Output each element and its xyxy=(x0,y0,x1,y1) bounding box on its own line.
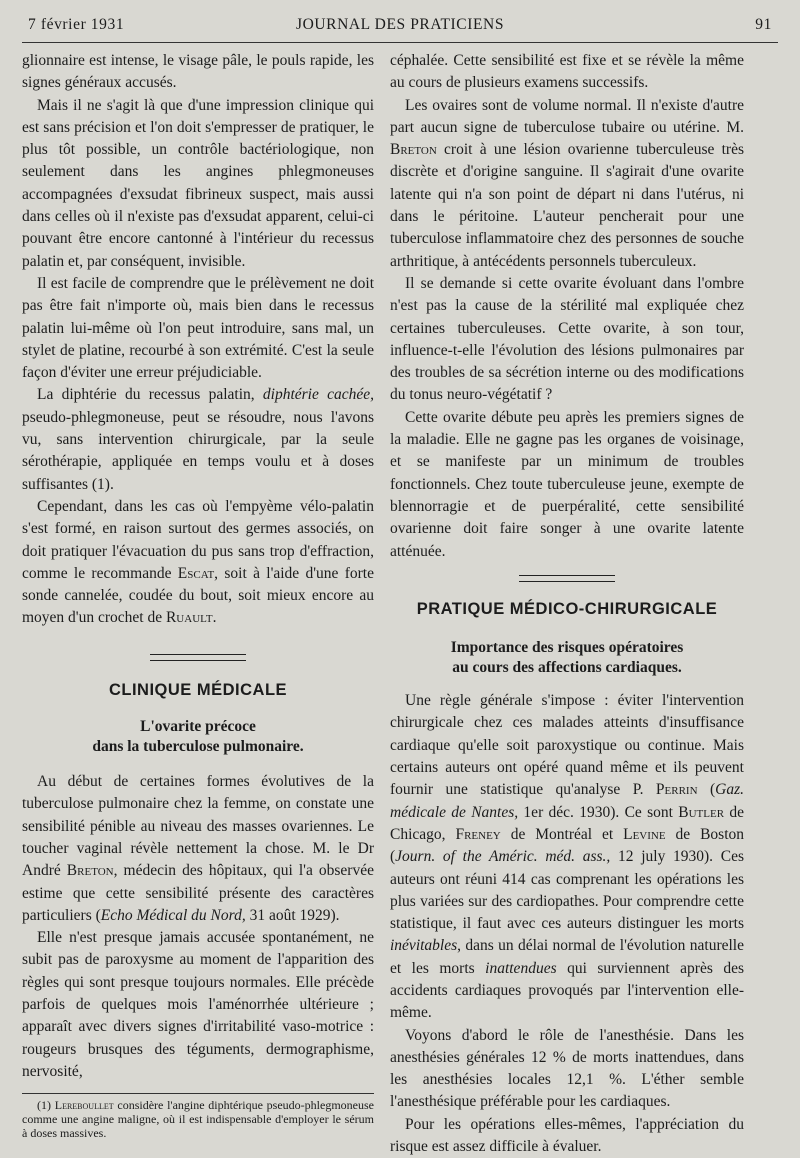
section-separator xyxy=(519,575,615,582)
emphasis: inattendues xyxy=(485,959,557,977)
text-run: Cependant, dans les cas où l'empyème vélo-palatin s'est formé, en raison surtout des germes associés, on doit pratiquer l'évacuation du pus sans trop d'effraction, comme le recommande xyxy=(22,497,374,582)
article-title-line: L'ovarite précoce xyxy=(140,718,256,736)
article-title-line: Importance des risques opératoires xyxy=(450,639,684,657)
emphasis: diphtérie cachée, xyxy=(262,386,374,404)
article-title-line: au cours des affections cardiaques. xyxy=(452,659,682,677)
footnote xyxy=(22,1098,374,1140)
paragraph: Pour les opérations elles-mêmes, l'appréciation du risque est assez difficile à évaluer. xyxy=(390,1115,744,1156)
article-title xyxy=(22,717,374,757)
author-name: Ruault xyxy=(165,609,213,627)
emphasis: Echo Médical du Nord, xyxy=(100,906,246,924)
text-run: 31 août 1929). xyxy=(245,906,340,924)
author-name: Lereboullet xyxy=(54,1098,114,1113)
paragraph: Il est facile de comprendre que le prélèvement ne doit pas être fait n'importe où, mais bien dans le recessus palatin lui-même où l'on peut introduire, sans mal, un stylet de platine, recourbé à son extrémité. C'est la seule façon d'éviter une erreur préjudiciable. xyxy=(22,274,374,382)
paragraph: Voyons d'abord le rôle de l'anesthésie. Dans les anesthésies générales 12 % de morts inattendues, dans les anesthésies locales 12,1 %. L'éther semble l'anesthésique préférable pour les cardiaques. xyxy=(390,1026,744,1111)
footnote-number: (1) xyxy=(37,1098,55,1113)
emphasis: Gaz. médicale de Nantes, xyxy=(390,781,744,821)
paragraph: Elle n'est presque jamais accusée spontanément, ne subit pas de paroxysme au moment de l'apparition des règles qui sont presque toujours normales. Elle précède parfois de quelques mois l'aménorrhée ultérieure ; apparaît avec divers signes d'irritabilité vaso-motrice : rougeurs brusques des téguments, dermographisme, nervosité, xyxy=(22,929,374,1080)
text-run: . xyxy=(212,609,217,627)
text-run: pseudo-phlegmoneuse, peut se résoudre, nous l'avons vu, sans intervention chirurgicale, par la seule sérothérapie, appliquée en temps voulu et à doses suffisantes (1). xyxy=(22,408,374,493)
section-title: CLINIQUE MÉDICALE xyxy=(108,680,288,699)
paragraph: Cette ovarite débute peu après les premiers signes de la maladie. Elle ne gagne pas les organes de voisinage, et se manifeste par un minimum de troubles fonctionnels. Chez toute tuberculeuse jeune, exempte de blennorragie et de puerpéralité, cette sensibilité ovarienne doit faire songer à une ovarite latente atténuée. xyxy=(390,408,744,560)
text-run: croit à une lésion ovarienne tuberculeuse très discrète et d'origine sanguine. Il s'agirait d'une ovarite latente qui n'a son point de départ ni dans l'utérus, ni dans le péritoine. L'auteur pencherait pour une tuberculose inflammatoire chez des personnes de souche arthritique, à antécédents personnels tuberculeux. xyxy=(390,141,744,270)
paragraph: glionnaire est intense, le visage pâle, le pouls rapide, les signes généraux accusés. xyxy=(22,52,374,92)
author-name: Breton xyxy=(66,862,114,880)
text-run: de Chicago, xyxy=(390,803,744,843)
text-run: qui surviennent après des accidents cardiaques provoqués par l'intervention elle-même. xyxy=(390,959,744,1022)
page-number: 91 xyxy=(755,16,772,33)
text-run: Au début de certaines formes évolutives de la tuberculose pulmonaire chez la femme, on constate une sensibilité pénible au niveau des masses ovariennes. Le toucher vaginal révèle nettement la chose. M. le Dr André xyxy=(22,773,374,880)
journal-title: JOURNAL DES PRATICIENS xyxy=(295,16,505,33)
text-run: ( xyxy=(697,781,716,799)
article-title-line: dans la tuberculose pulmonaire. xyxy=(92,738,304,756)
author-name: Perrin xyxy=(655,781,698,799)
paragraph: Mais il ne s'agit là que d'une impression clinique qui est sans précision et l'on doit s'empresser de pratiquer, le plus tôt possible, un contrôle bactériologique, non seulement dans les angines phlegmoneuses accompagnées d'exsudat fibrineux suspect, mais aussi dans celles où il n'existe pas d'exsudat apparent, celui-ci pouvant être encore cantonné à l'intérieur du recessus palatin et, par conséquent, invisible. xyxy=(22,96,374,270)
author-name: Freney xyxy=(455,825,501,843)
header-rule xyxy=(22,42,778,43)
author-name: Butler xyxy=(678,803,725,821)
text-run: La diphtérie du recessus palatin, xyxy=(37,386,263,404)
author-name: Levine xyxy=(623,825,666,843)
author-name: Escat xyxy=(177,564,215,582)
paragraph: céphalée. Cette sensibilité est fixe et se révèle la même au cours de plusieurs examens successifs. xyxy=(390,52,744,92)
author-name: Breton xyxy=(390,141,437,159)
emphasis: inévitables xyxy=(390,937,458,955)
section-title: PRATIQUE MÉDICO-CHIRURGICALE xyxy=(416,599,718,618)
paragraph: Il se demande si cette ovarite évoluant dans l'ombre n'est pas la cause de la stérilité mal expliquée chez certaines tuberculeuses. Cette ovarite, à son tour, influence-t-elle l'évolution des lésions pulmonaires par des troubles de sa sécrétion interne ou des modifications du tonus neuro-végétatif ? xyxy=(390,274,744,404)
paragraph xyxy=(22,384,374,495)
emphasis: Journ. of the Améric. méd. ass., xyxy=(395,848,611,866)
section-separator xyxy=(150,654,246,661)
left-column xyxy=(22,50,374,1140)
issue-date: 7 février 1931 xyxy=(28,16,125,33)
right-column xyxy=(390,50,744,1158)
article-title xyxy=(390,638,744,678)
text-run: , médecin des hôpitaux, qui l'a observée estime que cette sensibilité présente des caractères particuliers ( xyxy=(22,862,374,924)
text-run: , soit à l'aide d'une forte sonde cannelée, coudée du bout, soit mieux encore au moyen d'un crochet de xyxy=(22,564,374,627)
page-header xyxy=(28,16,772,38)
text-run: de Boston ( xyxy=(390,825,745,866)
text-run: Les ovaires sont de volume normal. Il n'existe d'autre part aucun signe de tuberculose tubaire ou utérine. M. xyxy=(390,96,744,136)
paragraph xyxy=(22,771,374,927)
text-run: 1er déc. 1930). Ce sont xyxy=(518,803,679,821)
text-run: , dans un délai normal de l'évolution naturelle et les morts xyxy=(390,937,744,977)
text-run: de Montréal et xyxy=(500,825,624,843)
paragraph xyxy=(390,690,744,1024)
paragraph xyxy=(22,496,374,630)
text-run: Une règle générale s'impose : éviter l'intervention chirurgicale chez ces malades atteints d'insuffisance cardiaque qu'elle soit paroxystique ou continue. Mais certains auteurs ont opéré quand même et ils peuvent fournir une statistique qu'analyse P. xyxy=(390,692,744,799)
text-run: 12 july 1930). Ces auteurs ont réuni 414 cas comprenant les opérations les plus variées sur des cardiopathes. Pour comprendre cette statistique, il faut avec ces auteurs distinguer les morts xyxy=(390,848,744,933)
paragraph xyxy=(390,95,744,273)
text-run: considère l'angine diphtérique pseudo-phlegmoneuse comme une angine maligne, où il est indispensable d'employer le sérum à doses massives. xyxy=(22,1098,374,1141)
